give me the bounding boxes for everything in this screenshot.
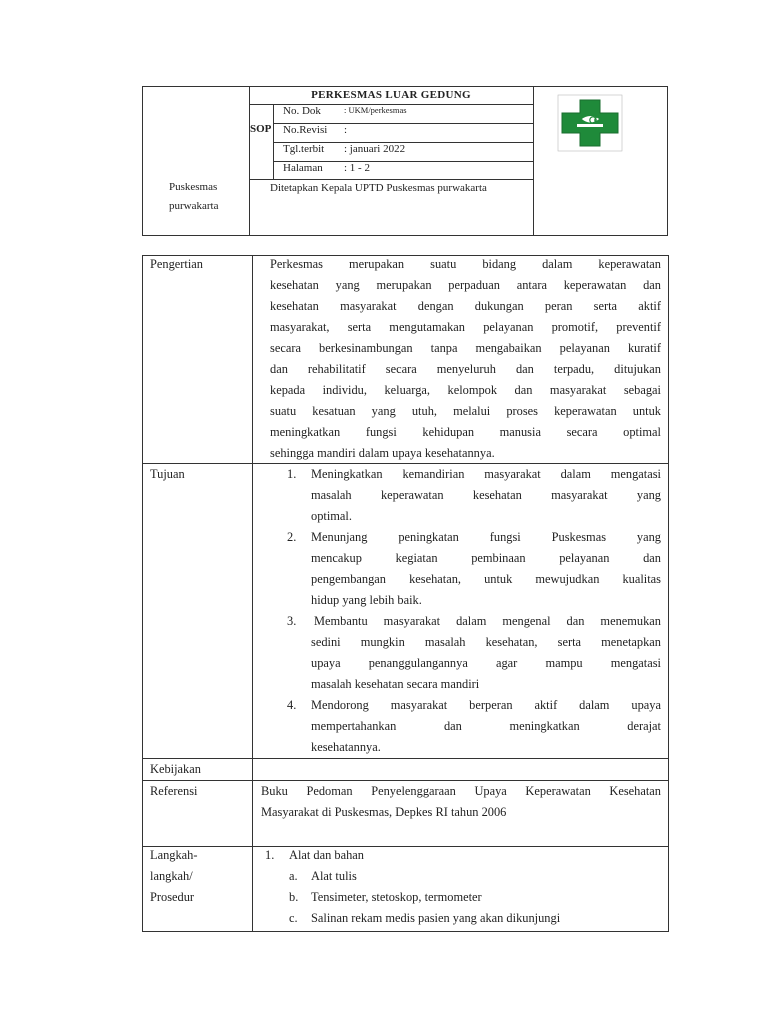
tujuan-line: sedini mungkin masalah kesehatan, serta menetapkan: [311, 635, 661, 649]
puskesmas-logo-icon: [557, 94, 623, 152]
org-name-line2: purwakarta: [169, 200, 219, 212]
tgl-terbit-label: Tgl.terbit: [283, 143, 325, 155]
label-langkah: langkah/: [150, 869, 193, 883]
tujuan-line: masalah keperawatan kesehatan masyarakat yang: [311, 488, 661, 502]
list-letter: b.: [289, 890, 299, 904]
label-langkah: Prosedur: [150, 890, 195, 904]
pengertian-line: kepada individu, keluarga, kelompok dan masyarakat sebagai: [270, 383, 661, 397]
tujuan-line: mencakup kegiatan pembinaan pelayanan dan: [311, 551, 661, 565]
header-divider-left: [249, 86, 250, 236]
pengertian-line: kesehatan yang merupakan perpaduan antara keperawatan dan: [270, 278, 661, 292]
pengertian-line: masyarakat, serta mengutamakan pelayanan promotif, preventif: [270, 320, 661, 334]
content-column-divider: [252, 255, 253, 932]
prosedur-subitem: Salinan rekam medis pasien yang akan dikunjungi: [311, 911, 561, 925]
pengertian-line: Perkesmas merupakan suatu bidang dalam keperawatan: [270, 257, 661, 271]
tujuan-line: Membantu masyarakat dalam mengenal dan menemukan: [314, 614, 661, 628]
tujuan-line: mempertahankan dan meningkatkan derajat: [311, 719, 661, 733]
list-number: 2.: [287, 530, 297, 544]
label-tujuan: Tujuan: [150, 467, 185, 481]
no-dok-label: No. Dok: [283, 105, 321, 117]
tujuan-line: Meningkatkan kemandirian masyarakat dalam mengatasi: [311, 467, 661, 481]
prosedur-subitem: Alat tulis: [311, 869, 357, 883]
label-kebijakan: Kebijakan: [150, 762, 201, 776]
tujuan-line: pengembangan kesehatan, untuk mewujudkan kualitas: [311, 572, 661, 586]
tgl-terbit-value: : januari 2022: [344, 143, 406, 155]
label-langkah: Langkah-: [150, 848, 198, 862]
row-rule-tujuan: [142, 758, 669, 759]
sop-label: SOP: [250, 123, 272, 135]
org-name-line1: Puskesmas: [169, 181, 218, 193]
list-letter: a.: [289, 869, 298, 883]
no-revisi-label: No.Revisi: [283, 124, 328, 136]
pengertian-line: dan rehabilitatif secara menyeluruh dan terpadu, ditujukan: [270, 362, 661, 376]
pengertian-line: sehingga mandiri dalam upaya kesehatannya.: [270, 446, 495, 460]
list-number: 1.: [265, 848, 275, 862]
list-number: 1.: [287, 467, 297, 481]
tujuan-line: upaya penanggulangannya agar mampu mengatasi: [311, 656, 661, 670]
no-revisi-value: :: [344, 124, 348, 136]
prosedur-subitem: Tensimeter, stetoskop, termometer: [311, 890, 482, 904]
pengertian-line: kesehatan masyarakat dengan dukungan peran serta aktif: [270, 299, 661, 313]
no-dok-value: : UKM/perkesmas: [344, 105, 407, 115]
label-pengertian: Pengertian: [150, 257, 203, 271]
list-number: 4.: [287, 698, 297, 712]
pengertian-line: meningkatkan fungsi kehidupan manusia secara optimal: [270, 425, 661, 439]
tujuan-line: kesehatannya.: [311, 740, 381, 754]
halaman-value: : 1 - 2: [344, 162, 370, 174]
tujuan-line: hidup yang lebih baik.: [311, 593, 422, 607]
prosedur-item-title: Alat dan bahan: [289, 848, 365, 862]
header-divider-right: [533, 86, 534, 236]
label-referensi: Referensi: [150, 784, 198, 798]
pengertian-line: secara berkesinambungan tanpa mengabaikan pelayanan kuratif: [270, 341, 661, 355]
halaman-label: Halaman: [283, 162, 323, 174]
tujuan-line: Menunjang peningkatan fungsi Puskesmas yang: [311, 530, 661, 544]
referensi-line: Masyarakat di Puskesmas, Depkes RI tahun 2006: [261, 805, 507, 819]
sop-divider: [273, 104, 274, 179]
document-title: PERKESMAS LUAR GEDUNG: [311, 89, 471, 101]
list-letter: c.: [289, 911, 298, 925]
pengertian-line: suatu kesatuan yang utuh, melalui proses keperawatan untuk: [270, 404, 661, 418]
tujuan-line: masalah kesehatan secara mandiri: [311, 677, 480, 691]
list-number: 3.: [287, 614, 297, 628]
row-rule-referensi: [142, 846, 669, 847]
referensi-line: Buku Pedoman Penyelenggaraan Upaya Keperawatan Kesehatan: [261, 784, 661, 798]
tujuan-line: optimal.: [311, 509, 352, 523]
tujuan-line: Mendorong masyarakat berperan aktif dalam upaya: [311, 698, 661, 712]
header-rule-4: [249, 179, 533, 180]
approval-text: Ditetapkan Kepala UPTD Puskesmas purwakarta: [270, 182, 487, 194]
